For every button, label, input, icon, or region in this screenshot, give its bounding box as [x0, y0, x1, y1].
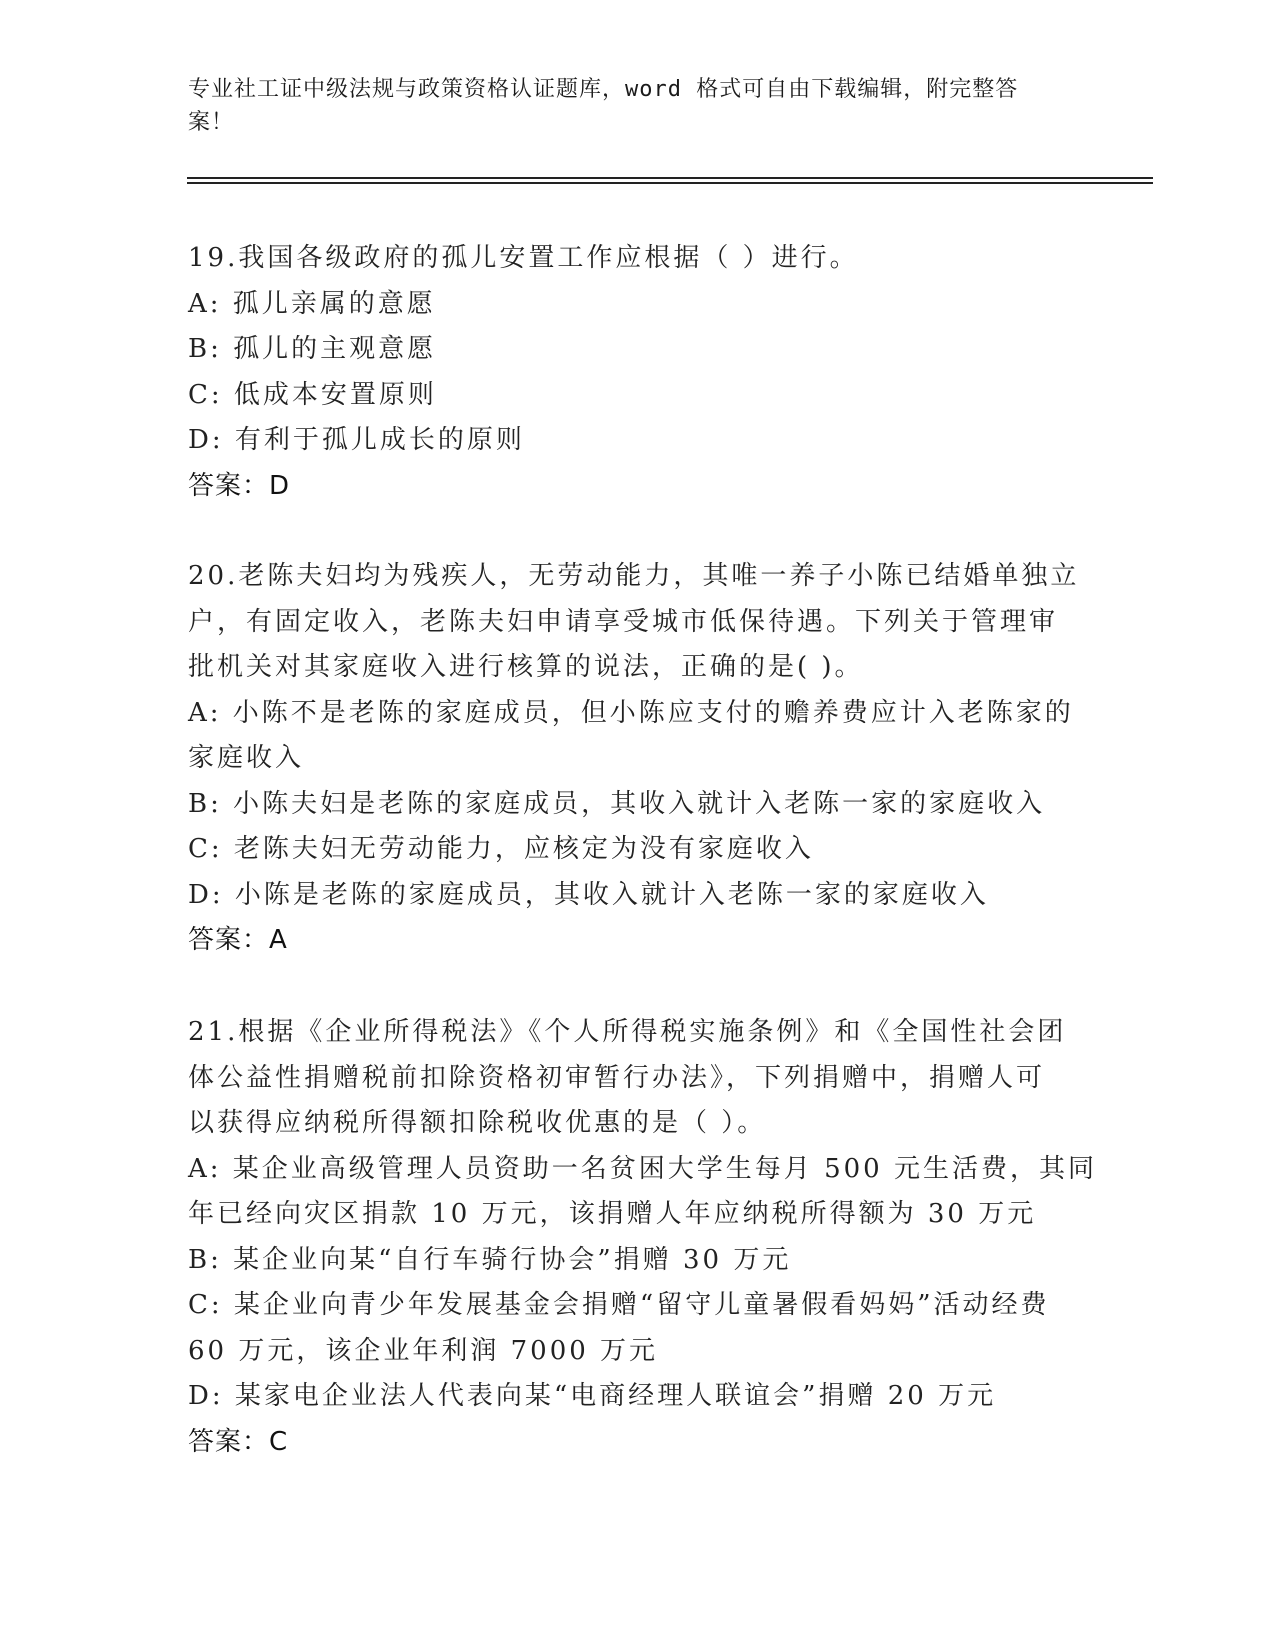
option-d: D: 有利于孤儿成长的原则: [188, 425, 525, 455]
header-divider: [187, 182, 1153, 184]
header-line: 案！: [188, 110, 235, 135]
option-c-continued: 60 万元，该企业年利润 7000 万元: [188, 1335, 659, 1366]
answer-label: 答案：D: [188, 470, 291, 501]
option-c: C: 老陈夫妇无劳动能力，应核定为没有家庭收入: [188, 834, 814, 864]
answer-label: 答案：C: [188, 1426, 289, 1457]
option-a: A: 小陈不是老陈的家庭成员，但小陈应支付的赡养费应计入老陈家的: [188, 697, 1074, 728]
header-divider: [187, 177, 1153, 179]
option-a: A: 孤儿亲属的意愿: [188, 288, 436, 319]
option-b: B: 小陈夫妇是老陈的家庭成员，其收入就计入老陈一家的家庭收入: [188, 788, 1046, 819]
option-c: C: 低成本安置原则: [188, 379, 437, 410]
question-21: [188, 1010, 1097, 1465]
question-stem: 20.老陈夫妇均为残疾人，无劳动能力，其唯一养子小陈已结婚单独立: [188, 561, 1080, 591]
option-a-continued: 年已经向灾区捐款 10 万元，该捐赠人年应纳税所得额为 30 万元: [188, 1199, 1037, 1229]
question-stem: 以获得应纳税所得额扣除税收优惠的是（ ）。: [188, 1108, 767, 1138]
question-stem: 户，有固定收入，老陈夫妇申请享受城市低保待遇。下列关于管理审: [188, 606, 1059, 637]
option-b: B: 孤儿的主观意愿: [188, 334, 437, 364]
header-line: 专业社工证中级法规与政策资格认证题库，word 格式可自由下载编辑，附完整答: [188, 77, 1019, 102]
option-d: D: 某家电企业法人代表向某“电商经理人联谊会”捐赠 20 万元: [188, 1381, 997, 1411]
answer-label: 答案：A: [188, 925, 288, 955]
option-b: B: 某企业向某“自行车骑行协会”捐赠 30 万元: [188, 1244, 792, 1275]
option-c: C: 某企业向青少年发展基金会捐赠“留守儿童暑假看妈妈”活动经费: [188, 1290, 1050, 1320]
question-stem: 21.根据《企业所得税法》《个人所得税实施条例》和《全国性社会团: [188, 1017, 1067, 1047]
question-stem: 批机关对其家庭收入进行核算的说法，正确的是( )。: [188, 652, 864, 682]
option-d: D: 小陈是老陈的家庭成员，其收入就计入老陈一家的家庭收入: [188, 879, 989, 910]
option-a-continued: 家庭收入: [188, 743, 305, 773]
question-20: [188, 554, 1088, 963]
question-stem: 19.我国各级政府的孤儿安置工作应根据（ ）进行。: [188, 243, 859, 273]
question-stem: 体公益性捐赠税前扣除资格初审暂行办法》，下列捐赠中，捐赠人可: [188, 1062, 1046, 1093]
document-header: [188, 73, 1068, 139]
question-19: [188, 236, 1088, 509]
option-a: A: 某企业高级管理人员资助一名贫困大学生每月 500 元生活费，其同: [188, 1153, 1097, 1184]
